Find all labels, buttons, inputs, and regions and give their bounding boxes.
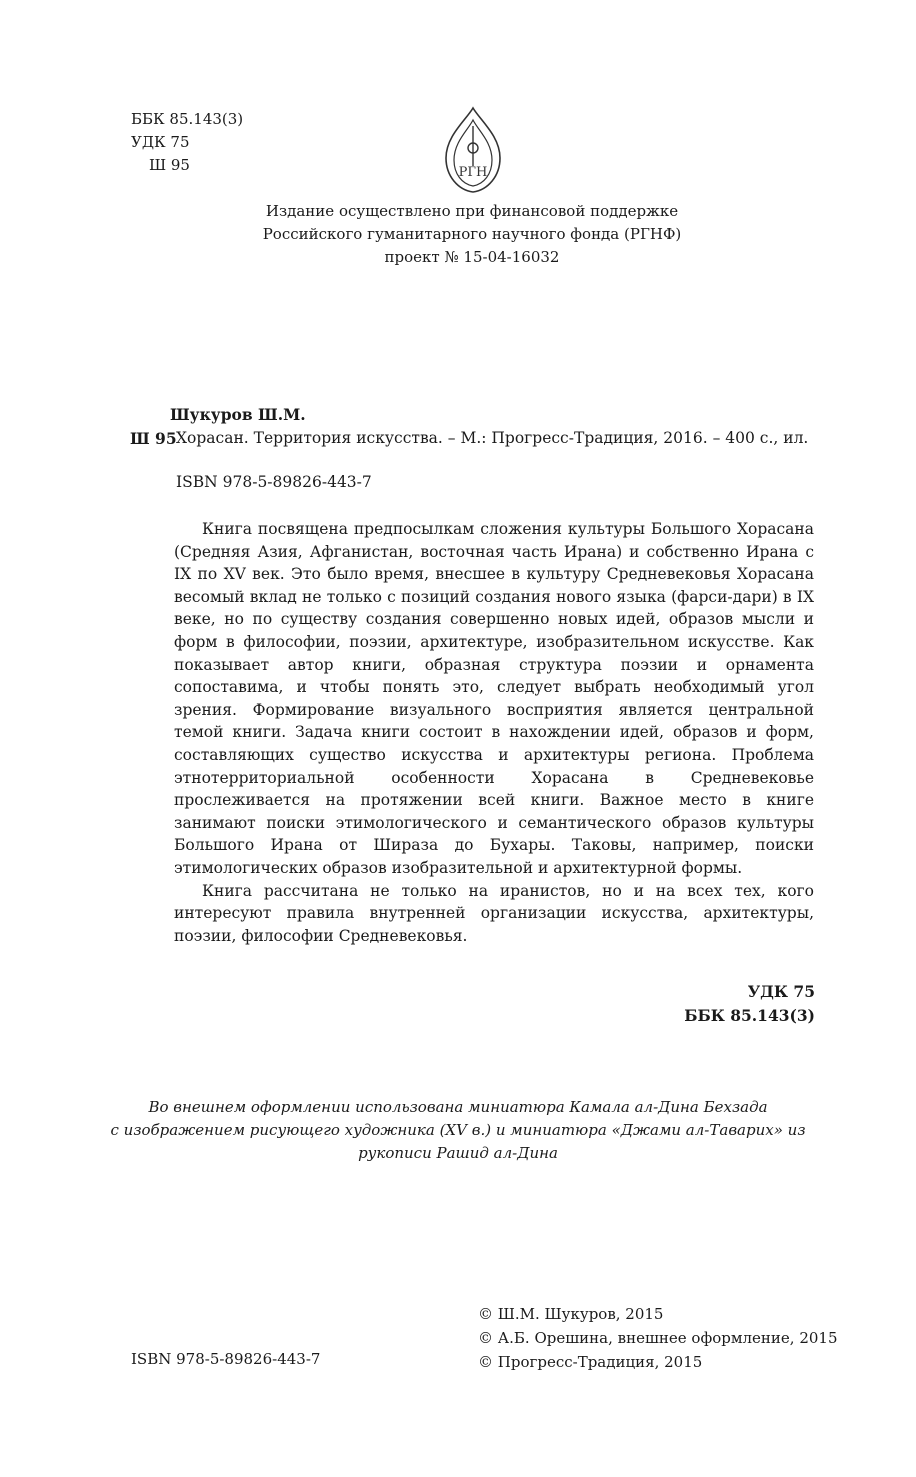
project-number: проект № 15-04-16032 (384, 248, 560, 266)
copyright-line: © А.Б. Орешина, внешнее оформление, 2015 (478, 1329, 838, 1347)
cover-note-line: Во внешнем оформлении использована миниатюра Камала ал-Дина Бехзада (148, 1098, 768, 1116)
author-sign: Ш 95 (149, 156, 190, 174)
bbk-code-bottom: ББК 85.143(3) (684, 1006, 815, 1025)
cover-note-line: с изображением рисующего художника (XV в.) и миниатюра «Джами ал-Таварих» из (110, 1121, 806, 1139)
author-name: Шукуров Ш.М. (170, 405, 306, 424)
annotation-paragraph: Книга посвящена предпосылкам сложения культуры Большого Хорасана (Средняя Азия, Афганистан, восточная часть Ирана) и собственно Ирана с IX по XV век. Это было время, внесшее в культуру Средневековья Хорасана весомый вклад не только с позиций создания нового языка (фарси-дари) в IX веке, но по существу создания совершенно новых идей, образов мысли и форм в философии, поэзии, архитектуре, изобразительном искусстве. Как показывает автор книги, образная структура поэзии и орнамента сопоставима, и чтобы понять это, следует выбрать необходимый угол зрения. Формирование визуального восприятия является центральной темой книги. Задача книги состоит в нахождении идей, образов и форм, составляющих существо искусства и архитектуры региона. Проблема этнотерриториальной особенности Хорасана в Средневековье прослеживается на протяжении всей книги. Важное место в книге занимают поиски этимологического и семантического образов культуры Большого Ирана от Шираза до Бухары. Таковы, например, поиски этимологических образов изобразительной и архитектурной формы. (174, 520, 814, 877)
copyright-line: © Ш.М. Шукуров, 2015 (478, 1305, 664, 1323)
author-cipher: Ш 95 (130, 429, 177, 448)
bbk-code: ББК 85.143(3) (131, 110, 244, 128)
isbn-footer: ISBN 978-5-89826-443-7 (131, 1350, 321, 1368)
support-line: Издание осуществлено при финансовой поддержке (265, 202, 679, 220)
rgnf-logo (440, 106, 506, 194)
udk-code-bottom: УДК 75 (747, 982, 815, 1001)
annotation (174, 518, 814, 947)
support-line: Российского гуманитарного научного фонда (РГНФ) (262, 225, 682, 243)
logo-text: РГН (458, 165, 488, 180)
cover-note (100, 1096, 816, 1165)
copyright-line: © Прогресс-Традиция, 2015 (478, 1353, 703, 1371)
udk-code: УДК 75 (131, 133, 190, 151)
support-notice (130, 200, 814, 269)
codes-block (684, 980, 815, 1028)
copyright-block (478, 1302, 838, 1374)
classification-block (131, 108, 243, 177)
isbn-main: ISBN 978-5-89826-443-7 (176, 473, 372, 491)
cover-note-line: рукописи Рашид ал-Дина (358, 1144, 558, 1162)
title-line: Хорасан. Территория искусства. – М.: Прогресс-Традиция, 2016. – 400 с., ил. (176, 429, 809, 447)
annotation-paragraph: Книга рассчитана не только на иранистов, но и на всех тех, кого интересуют правила внутренней организации искусства, архитектуры, поэзии, философии Средневековья. (174, 881, 814, 945)
